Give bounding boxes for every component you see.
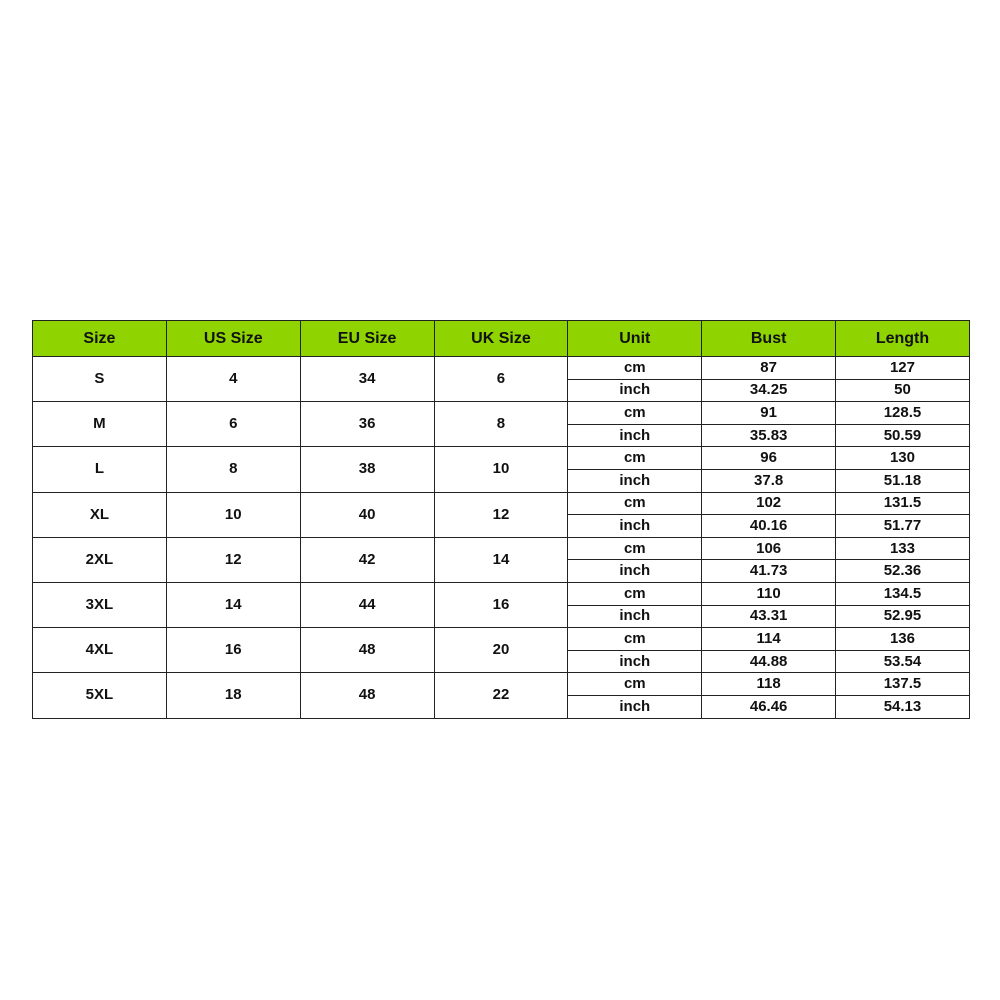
length-cell: 52.95 [836, 605, 970, 628]
size-cell: 4XL [33, 628, 167, 673]
unit-cell: inch [568, 515, 702, 538]
bust-cell: 43.31 [702, 605, 836, 628]
length-cell: 52.36 [836, 560, 970, 583]
bust-cell: 37.8 [702, 469, 836, 492]
unit-cell: inch [568, 560, 702, 583]
eu-size-cell: 44 [300, 582, 434, 627]
uk-size-cell: 22 [434, 673, 568, 718]
size-cell: XL [33, 492, 167, 537]
bust-cell: 46.46 [702, 695, 836, 718]
size-chart-table [32, 320, 970, 719]
size-chart-body [33, 357, 970, 719]
size-cell: S [33, 357, 167, 402]
eu-size-cell: 36 [300, 402, 434, 447]
us-size-cell: 16 [166, 628, 300, 673]
us-size-cell: 12 [166, 537, 300, 582]
uk-size-cell: 16 [434, 582, 568, 627]
uk-size-cell: 20 [434, 628, 568, 673]
length-cell: 133 [836, 537, 970, 560]
unit-cell: cm [568, 628, 702, 651]
size-cell: 2XL [33, 537, 167, 582]
bust-cell: 34.25 [702, 379, 836, 402]
uk-size-cell: 10 [434, 447, 568, 492]
unit-cell: cm [568, 492, 702, 515]
uk-size-cell: 14 [434, 537, 568, 582]
us-size-cell: 6 [166, 402, 300, 447]
length-cell: 127 [836, 357, 970, 380]
length-cell: 51.77 [836, 515, 970, 538]
length-cell: 130 [836, 447, 970, 470]
unit-cell: cm [568, 582, 702, 605]
eu-size-cell: 38 [300, 447, 434, 492]
us-size-cell: 18 [166, 673, 300, 718]
us-size-cell: 14 [166, 582, 300, 627]
length-cell: 50.59 [836, 424, 970, 447]
uk-size-cell: 12 [434, 492, 568, 537]
bust-cell: 96 [702, 447, 836, 470]
length-cell: 50 [836, 379, 970, 402]
length-cell: 137.5 [836, 673, 970, 696]
size-row-cm [33, 492, 970, 515]
size-cell: 3XL [33, 582, 167, 627]
unit-cell: inch [568, 424, 702, 447]
bust-cell: 118 [702, 673, 836, 696]
unit-cell: inch [568, 379, 702, 402]
length-cell: 136 [836, 628, 970, 651]
size-row-cm [33, 628, 970, 651]
uk-size-cell: 6 [434, 357, 568, 402]
bust-cell: 35.83 [702, 424, 836, 447]
size-row-cm [33, 357, 970, 380]
bust-cell: 44.88 [702, 650, 836, 673]
us-size-cell: 4 [166, 357, 300, 402]
length-cell: 131.5 [836, 492, 970, 515]
header-eu-size: EU Size [300, 321, 434, 357]
length-cell: 128.5 [836, 402, 970, 425]
length-cell: 51.18 [836, 469, 970, 492]
header-bust: Bust [702, 321, 836, 357]
size-row-cm [33, 582, 970, 605]
size-row-cm [33, 673, 970, 696]
header-size: Size [33, 321, 167, 357]
unit-cell: inch [568, 605, 702, 628]
unit-cell: cm [568, 673, 702, 696]
eu-size-cell: 34 [300, 357, 434, 402]
bust-cell: 110 [702, 582, 836, 605]
bust-cell: 106 [702, 537, 836, 560]
unit-cell: cm [568, 537, 702, 560]
bust-cell: 41.73 [702, 560, 836, 583]
length-cell: 53.54 [836, 650, 970, 673]
us-size-cell: 8 [166, 447, 300, 492]
unit-cell: cm [568, 402, 702, 425]
length-cell: 134.5 [836, 582, 970, 605]
bust-cell: 114 [702, 628, 836, 651]
eu-size-cell: 48 [300, 673, 434, 718]
length-cell: 54.13 [836, 695, 970, 718]
bust-cell: 40.16 [702, 515, 836, 538]
size-row-cm [33, 537, 970, 560]
header-row [33, 321, 970, 357]
uk-size-cell: 8 [434, 402, 568, 447]
unit-cell: cm [568, 447, 702, 470]
header-unit: Unit [568, 321, 702, 357]
eu-size-cell: 42 [300, 537, 434, 582]
bust-cell: 91 [702, 402, 836, 425]
bust-cell: 102 [702, 492, 836, 515]
size-cell: L [33, 447, 167, 492]
unit-cell: inch [568, 469, 702, 492]
us-size-cell: 10 [166, 492, 300, 537]
unit-cell: inch [568, 650, 702, 673]
size-row-cm [33, 402, 970, 425]
bust-cell: 87 [702, 357, 836, 380]
size-cell: 5XL [33, 673, 167, 718]
header-us-size: US Size [166, 321, 300, 357]
size-cell: M [33, 402, 167, 447]
unit-cell: inch [568, 695, 702, 718]
header-uk-size: UK Size [434, 321, 568, 357]
eu-size-cell: 40 [300, 492, 434, 537]
header-length: Length [836, 321, 970, 357]
unit-cell: cm [568, 357, 702, 380]
eu-size-cell: 48 [300, 628, 434, 673]
size-row-cm [33, 447, 970, 470]
